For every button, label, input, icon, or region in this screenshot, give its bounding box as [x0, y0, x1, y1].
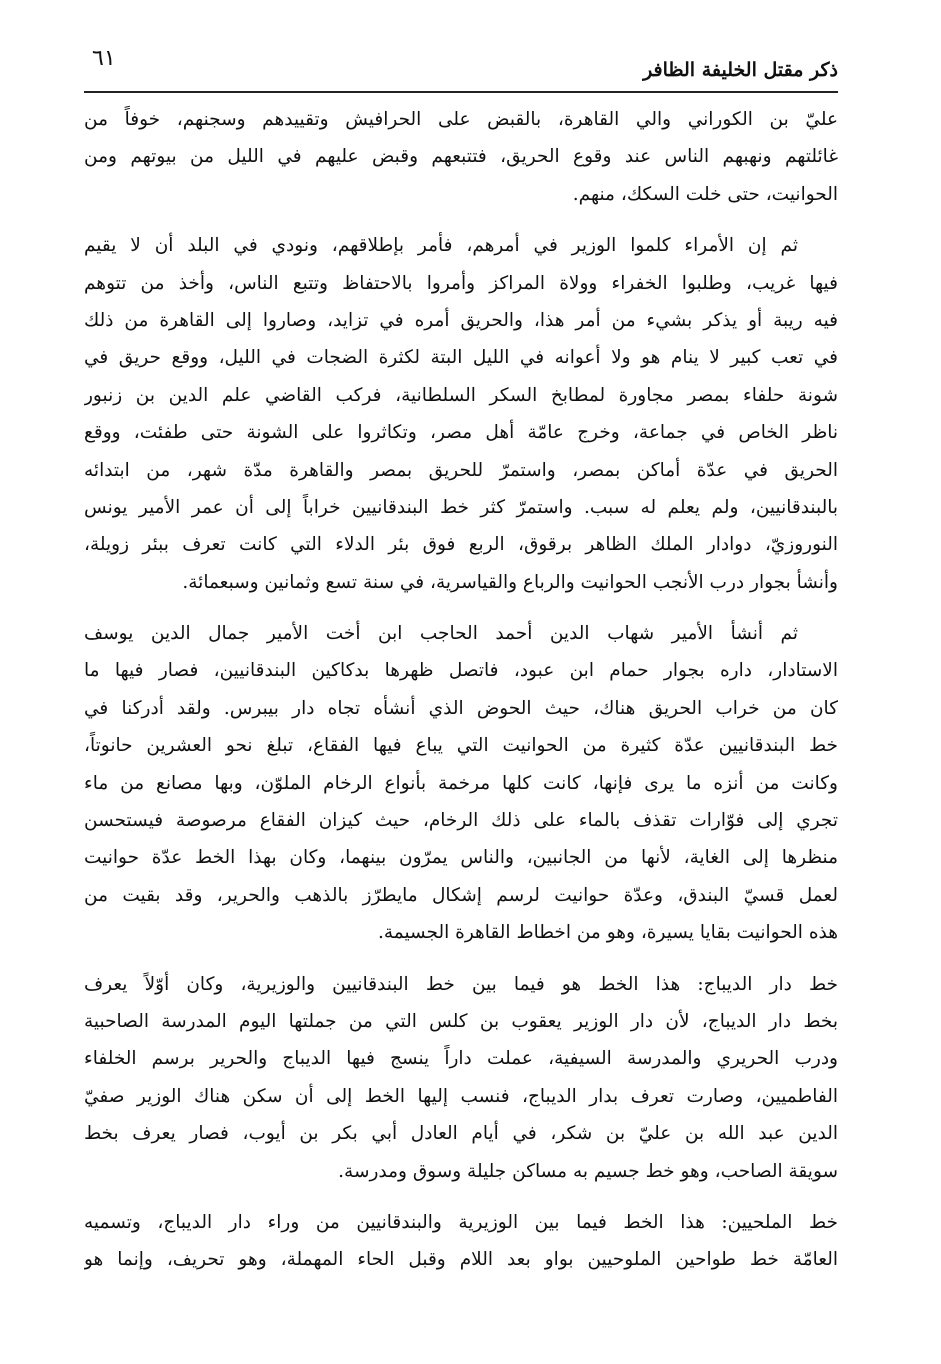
text-line: الاستادار، داره بجوار حمام ابن عبود، فاتصل ظهرها بدكاكين البندقانيين، فصار فيها ما — [84, 660, 838, 682]
text-line: منظرها إلى الغاية، لأنها من الجانبين، والناس يمرّون بينهما، وكان بهذا الخط عدّة حوانيت — [84, 847, 838, 869]
text-line: وكانت من أنزه ما يرى فإنها، كانت كلها مرخمة بأنواع الرخام الملوّن، وبها مصانع من ماء — [84, 772, 838, 794]
text-line: ناظر الخاص في جماعة، وخرج عامّة أهل مصر، وتكاثروا على الشونة حتى طفئت، ووقع — [84, 422, 838, 444]
text-line: ثم إن الأمراء كلموا الوزير في أمرهم، فأمر بإطلاقهم، ونودي في البلد أن لا يقيم — [84, 235, 798, 257]
text-line: بالبندقانيين، ولم يعلم له سبب. واستمرّ كثر خط البندقانيين خراباً إلى أن عمر الأمير يونس — [84, 496, 838, 518]
text-line: العامّة خط طواحين الملوحيين بواو بعد اللام وقبل الحاء المهملة، وهو تحريف، وإنما هو — [84, 1249, 838, 1271]
header-rule — [84, 91, 838, 93]
text-line: الدين عبد الله بن عليّ بن شكر، في أيام العادل أبي بكر بن أيوب، فصار يعرف بخط — [84, 1123, 838, 1145]
text-line: تجري إلى فوّارات تقذف بالماء على ذلك الرخام، حيث كيزان الفقاع مرصوصة فيستحسن — [84, 810, 838, 832]
text-line: ودرب الحريري والمدرسة السيفية، عملت داراً ينسج فيها الديباج والحرير برسم الخلفاء — [84, 1048, 838, 1070]
text-line: كان من خراب الحريق هناك، حيث الحوض الذي أنشأه تجاه دار بيبرس. ولقد أدركنا في — [84, 697, 838, 719]
text-line: عليّ بن الكوراني والي القاهرة، بالقبض على الحرافيش وتقييدهم وسجنهم، خوفاً من — [84, 109, 838, 130]
paragraph-spacer — [84, 1190, 838, 1204]
text-line: فيه ريبة أو يذكر بشيء من أمر هذا، والحريق أمره في تزايد، وصاروا إلى القاهرة من ذلك — [84, 309, 838, 331]
text-line: خط البندقانيين عدّة كثيرة من الحوانيت التي يباع فيها الفقاع، تبلغ نحو العشرين حانوتاً، — [84, 735, 838, 757]
text-line: في تعب كبير لا ينام هو ولا أعوانه في الليل البتة لكثرة الضجات في الليل، ووقع حريق في — [84, 347, 838, 369]
text-line: فيها غريب، وطلبوا الخفراء وولاة المراكز وأمروا بالاحتفاظ وتتبع الناس، وأخذ من تتوهم — [84, 272, 838, 294]
paragraph-spacer — [84, 213, 838, 227]
text-line: لعمل قسيّ البندق، وعدّة حوانيت لرسم إشكال مايطرّز بالذهب والحرير، وقد بقيت من — [84, 884, 838, 906]
body-text — [84, 101, 838, 1279]
text-line: هذه الحوانيت بقايا يسيرة، وهو من اخطاط القاهرة الجسيمة. — [377, 922, 838, 944]
paragraph-spacer — [84, 601, 838, 615]
text-line: خط دار الديباج: هذا الخط هو فيما بين خط البندقانيين والوزيرية، وكان أوّلاً يعرف — [84, 973, 838, 995]
text-line: وأنشأ بجوار درب الأنجب الحوانيت والرباع والقياسرية، في سنة تسع وثمانين وسبعمائة. — [182, 571, 838, 593]
text-line: شونة حلفاء بمصر مجاورة لمطابخ السكر السلطانية، فركب القاضي علم الدين بن زنبور — [84, 384, 838, 406]
paragraph-1 — [84, 101, 838, 213]
paragraph-5 — [84, 1204, 838, 1279]
text-line: الفاطميين، وصارت تعرف بدار الديباج، فنسب إليها الخط إلى أن سكن هناك الوزير صفيّ — [84, 1085, 838, 1107]
paragraph-3 — [84, 615, 838, 952]
text-line: غائلتهم ونهبهم الناس عند وقوع الحريق، فتتبعهم وقبض عليهم في الليل من بيوتهم ومن — [84, 146, 838, 168]
text-line: بخط دار الديباج، لأن دار الوزير يعقوب بن كلس التي من جملتها اليوم المدرسة الصاحبية — [84, 1010, 838, 1032]
page-header — [84, 42, 838, 86]
page-number: ٦١ — [92, 46, 116, 71]
text-line: ثم أنشأ الأمير شهاب الدين أحمد الحاجب ابن أخت الأمير جمال الدين يوسف — [84, 623, 798, 645]
text-line: النوروزيّ، دوادار الملك الظاهر برقوق، الربع فوق بئر الدلاء التي كانت تعرف ببئر زويلة، — [84, 534, 838, 556]
running-title: ذكر مقتل الخليفة الظافر — [643, 59, 838, 81]
text-line: خط الملحيين: هذا الخط فيما بين الوزيرية والبندقانيين من وراء دار الديباج، وتسميه — [84, 1211, 838, 1233]
paragraph-2 — [84, 227, 838, 601]
text-line: الحوانيت، حتى خلت السكك، منهم. — [572, 183, 838, 205]
text-line: سويقة الصاحب، وهو خط جسيم به مساكن جليلة وسوق ومدرسة. — [338, 1160, 838, 1182]
text-line: الحريق في عدّة أماكن بمصر، واستمرّ للحريق بمصر والقاهرة مدّة شهر، من ابتدائه — [84, 459, 838, 481]
paragraph-4 — [84, 966, 838, 1190]
paragraph-spacer — [84, 952, 838, 966]
